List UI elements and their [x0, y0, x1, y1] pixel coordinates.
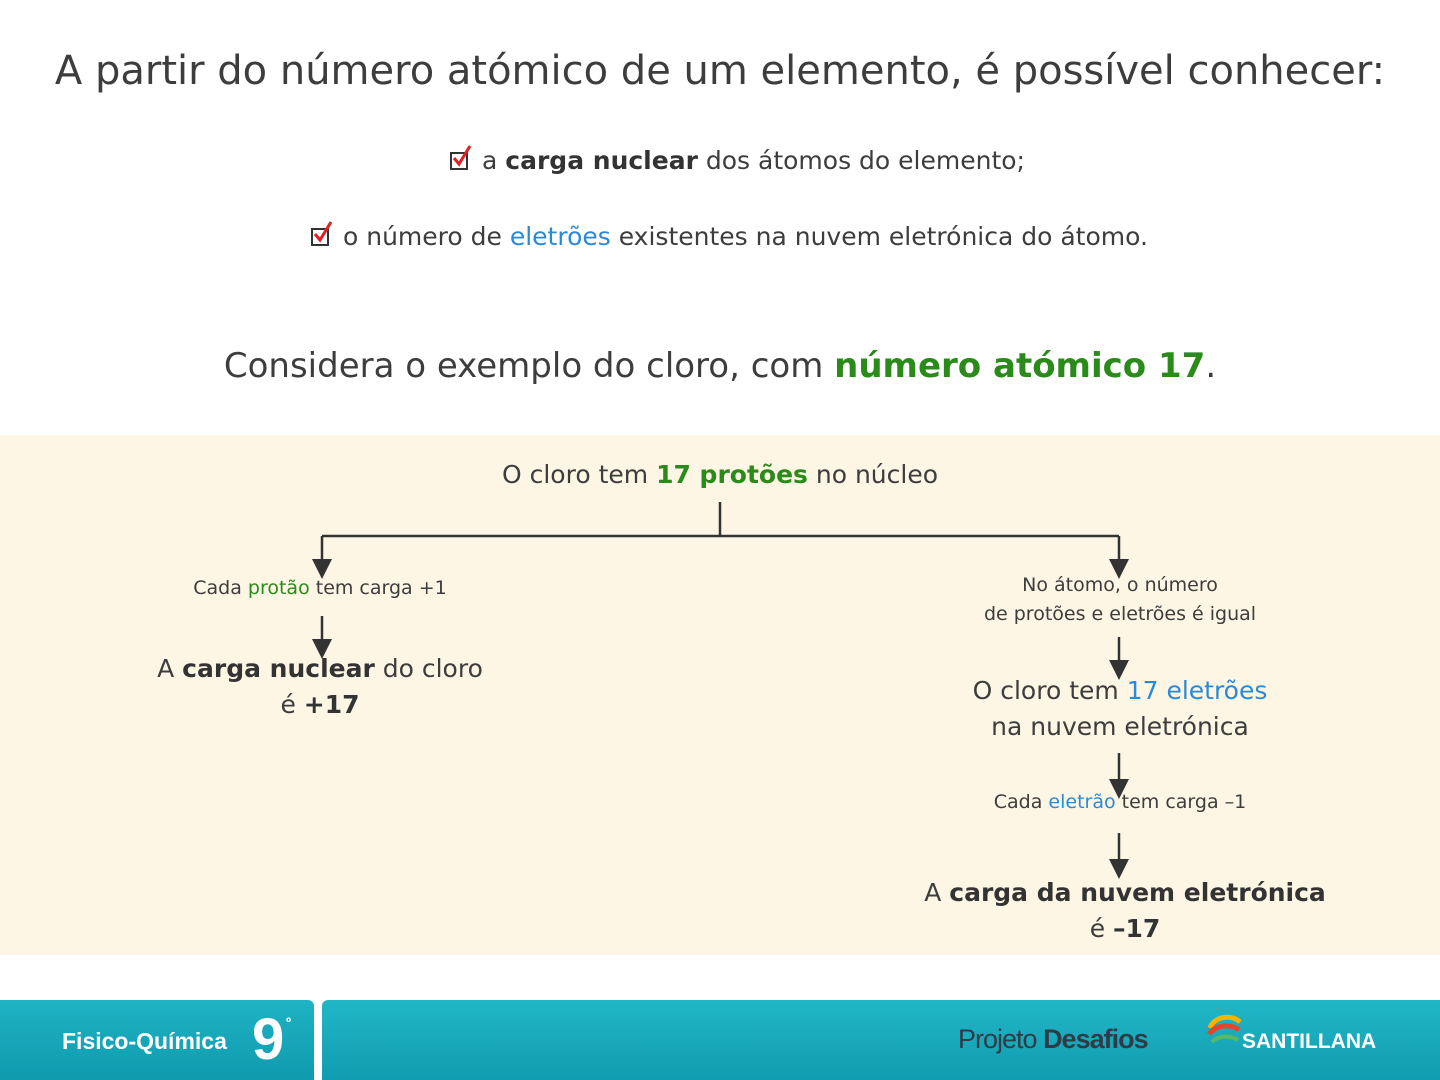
node-left-1-green: protão — [247, 577, 310, 599]
slide-title: A partir do número atómico de um elemento, é possível conhecer: — [54, 48, 1386, 94]
node-left-2-bold: carga nuclear — [182, 654, 375, 683]
node-right-4-pre: A — [924, 878, 950, 907]
node-left-1-pre: Cada — [193, 577, 248, 599]
node-left-1 — [120, 577, 520, 599]
subtitle-pre: Considera o exemplo do cloro, com — [223, 346, 835, 386]
example-subtitle — [0, 346, 1440, 386]
node-left-2-line1 — [120, 651, 520, 687]
footer-subject-block — [0, 1000, 314, 1080]
check-item-carga-nuclear — [450, 146, 1025, 175]
node-right-2 — [900, 673, 1340, 745]
node-right-3 — [900, 791, 1340, 813]
node-right-1-line2: de protões e eletrões é igual — [983, 603, 1257, 625]
grade-superscript: º — [286, 1014, 292, 1030]
checkbox-checked-icon — [450, 152, 468, 170]
node-right-1 — [900, 571, 1340, 629]
check-item-eletroes — [311, 222, 1148, 251]
node-left-2 — [120, 651, 520, 723]
subject-label: Fisico-Química — [62, 1028, 227, 1054]
footer-brand-block — [322, 1000, 1440, 1080]
subtitle-post: . — [1205, 346, 1217, 386]
check-blue: eletrões — [509, 222, 611, 251]
node-right-4-line1 — [900, 875, 1350, 911]
node-right-2-line2: na nuvem eletrónica — [991, 712, 1249, 741]
node-right-3-pre: Cada — [993, 791, 1049, 813]
node-right-3-post: tem carga –1 — [1115, 791, 1247, 813]
check-post: existentes na nuvem eletrónica do átomo. — [610, 222, 1148, 251]
santillana-logo-icon — [1206, 1012, 1242, 1046]
node-right-3-blue: eletrão — [1048, 791, 1116, 813]
node-right-4-bold: carga da nuvem eletrónica — [949, 878, 1326, 907]
node-right-4-line2-bold: –17 — [1113, 914, 1161, 943]
project-pre: Projeto — [958, 1024, 1044, 1054]
node-right-4-line2 — [900, 911, 1350, 947]
node-top — [420, 460, 1020, 489]
check-post: dos átomos do elemento; — [697, 146, 1025, 175]
footer-bar — [0, 1000, 1440, 1080]
publisher-logo: SANTILLANA — [1242, 1030, 1377, 1053]
node-right-4-line2-pre: é — [1089, 914, 1114, 943]
node-top-post: no núcleo — [807, 460, 939, 489]
check-pre: o número de — [343, 222, 510, 251]
grade-number: 9 — [252, 1007, 285, 1072]
subtitle-green: número atómico 17 — [834, 346, 1206, 386]
check-bold: carga nuclear — [505, 146, 698, 175]
node-left-2-line2-pre: é — [280, 690, 304, 719]
project-bold: Desafios — [1043, 1024, 1148, 1054]
checkbox-checked-icon — [311, 228, 329, 246]
node-left-1-post: tem carga +1 — [309, 577, 447, 599]
node-left-2-pre: A — [157, 654, 183, 683]
node-right-2-blue: 17 eletrões — [1126, 676, 1268, 705]
node-top-pre: O cloro tem — [501, 460, 657, 489]
node-right-1-line1: No átomo, o número — [1022, 574, 1218, 596]
node-right-2-pre: O cloro tem — [972, 676, 1127, 705]
node-left-2-line2-bold: +17 — [303, 690, 360, 719]
node-left-2-post: do cloro — [374, 654, 483, 683]
check-pre: a — [482, 146, 506, 175]
node-top-green: 17 protões — [656, 460, 808, 489]
project-logo — [958, 1024, 1148, 1055]
node-right-2-line1 — [900, 673, 1340, 709]
node-left-2-line2 — [120, 687, 520, 723]
node-right-4 — [900, 875, 1350, 947]
